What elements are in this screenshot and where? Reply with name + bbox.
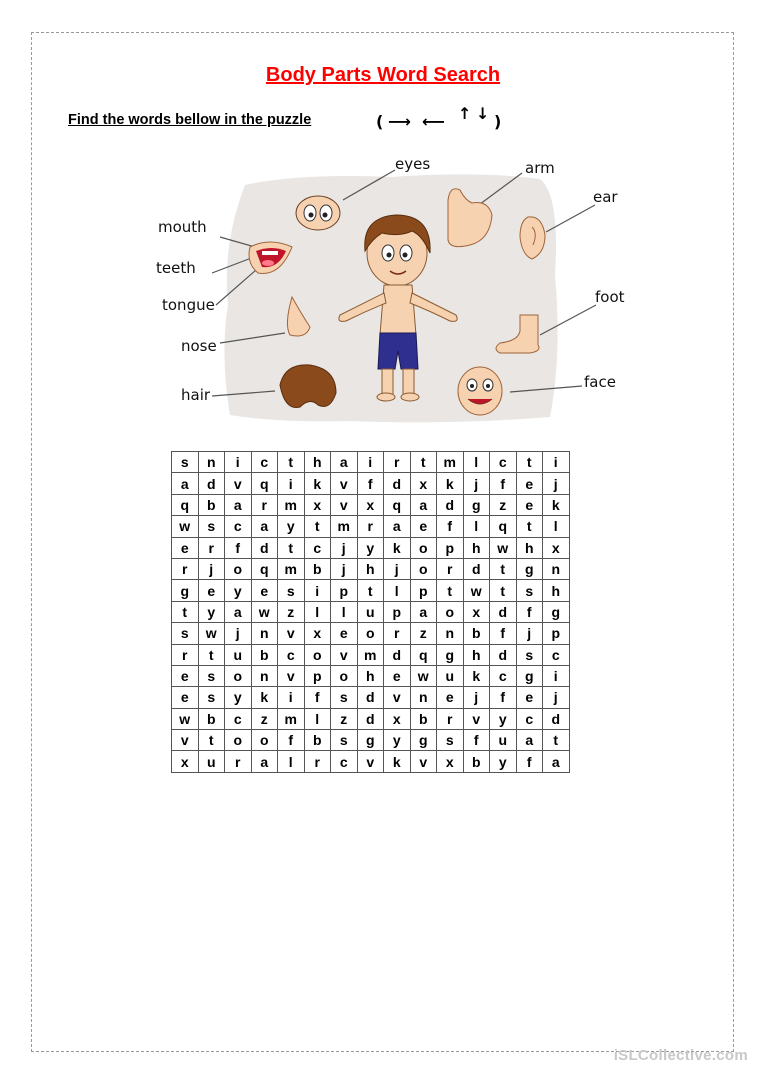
open-paren: ( xyxy=(376,112,384,131)
grid-cell[interactable]: r xyxy=(198,537,225,558)
grid-cell[interactable]: w xyxy=(251,601,278,622)
grid-cell[interactable]: x xyxy=(543,537,570,558)
grid-cell[interactable]: h xyxy=(304,452,331,473)
grid-cell[interactable]: j xyxy=(463,473,490,494)
grid-cell[interactable]: e xyxy=(516,494,543,515)
grid-cell[interactable]: t xyxy=(278,537,305,558)
grid-cell[interactable]: d xyxy=(384,473,411,494)
grid-cell[interactable]: x xyxy=(172,751,199,772)
grid-cell[interactable]: v xyxy=(357,751,384,772)
grid-cell[interactable]: a xyxy=(251,751,278,772)
grid-cell[interactable]: e xyxy=(516,687,543,708)
grid-row xyxy=(172,687,570,708)
grid-cell[interactable]: d xyxy=(251,537,278,558)
grid-cell[interactable]: r xyxy=(304,751,331,772)
grid-cell[interactable]: p xyxy=(437,537,464,558)
grid-row xyxy=(172,601,570,622)
grid-cell[interactable]: h xyxy=(463,644,490,665)
grid-cell[interactable]: j xyxy=(516,623,543,644)
grid-cell[interactable]: w xyxy=(410,665,437,686)
grid-cell[interactable]: u xyxy=(357,601,384,622)
grid-cell[interactable]: y xyxy=(278,516,305,537)
grid-cell[interactable]: f xyxy=(304,687,331,708)
grid-cell[interactable]: t xyxy=(490,558,517,579)
grid-cell[interactable]: r xyxy=(384,452,411,473)
grid-cell[interactable]: t xyxy=(516,516,543,537)
grid-row xyxy=(172,644,570,665)
grid-cell[interactable]: g xyxy=(516,665,543,686)
instruction-text: Find the words bellow in the puzzle xyxy=(68,112,312,128)
grid-cell[interactable]: g xyxy=(172,580,199,601)
grid-cell[interactable]: w xyxy=(172,708,199,729)
site-watermark: iSLCollective.com xyxy=(613,1047,748,1064)
grid-cell[interactable]: j xyxy=(225,623,252,644)
grid-cell[interactable]: v xyxy=(278,665,305,686)
grid-cell[interactable]: n xyxy=(251,665,278,686)
grid-cell[interactable]: z xyxy=(410,623,437,644)
grid-cell[interactable]: f xyxy=(516,601,543,622)
grid-cell[interactable]: q xyxy=(172,494,199,515)
grid-cell[interactable]: c xyxy=(278,644,305,665)
grid-cell[interactable]: p xyxy=(543,623,570,644)
grid-cell[interactable]: v xyxy=(225,473,252,494)
grid-cell[interactable]: a xyxy=(516,730,543,751)
grid-cell[interactable]: k xyxy=(463,665,490,686)
up-arrow-icon: ↑ xyxy=(458,104,472,123)
grid-cell[interactable]: o xyxy=(225,558,252,579)
grid-cell[interactable]: j xyxy=(384,558,411,579)
grid-cell[interactable]: c xyxy=(251,452,278,473)
grid-cell[interactable]: s xyxy=(331,730,358,751)
grid-cell[interactable]: m xyxy=(278,558,305,579)
grid-cell[interactable]: l xyxy=(331,601,358,622)
grid-cell[interactable]: a xyxy=(410,494,437,515)
grid-cell[interactable]: t xyxy=(543,730,570,751)
grid-cell[interactable]: b xyxy=(198,494,225,515)
grid-cell[interactable]: k xyxy=(384,751,411,772)
grid-cell[interactable]: c xyxy=(543,644,570,665)
grid-cell[interactable]: t xyxy=(198,730,225,751)
grid-cell[interactable]: o xyxy=(225,730,252,751)
grid-row xyxy=(172,558,570,579)
grid-cell[interactable]: g xyxy=(437,644,464,665)
grid-cell[interactable]: f xyxy=(278,730,305,751)
grid-cell[interactable]: p xyxy=(384,601,411,622)
grid-cell[interactable]: s xyxy=(437,730,464,751)
grid-cell[interactable]: s xyxy=(198,516,225,537)
down-arrow-icon: ↓ xyxy=(476,104,490,123)
grid-cell[interactable]: k xyxy=(304,473,331,494)
eyes-drawing xyxy=(296,196,340,230)
grid-cell[interactable]: o xyxy=(225,665,252,686)
grid-cell[interactable]: b xyxy=(304,730,331,751)
grid-cell[interactable]: l xyxy=(304,601,331,622)
grid-cell[interactable]: i xyxy=(278,687,305,708)
grid-cell[interactable]: i xyxy=(278,473,305,494)
grid-cell[interactable]: i xyxy=(304,580,331,601)
grid-cell[interactable]: b xyxy=(198,708,225,729)
grid-cell[interactable]: x xyxy=(437,751,464,772)
grid-cell[interactable]: x xyxy=(304,623,331,644)
label-hair: hair xyxy=(181,386,211,404)
grid-cell[interactable]: j xyxy=(463,687,490,708)
grid-cell[interactable]: n xyxy=(251,623,278,644)
grid-cell[interactable]: m xyxy=(437,452,464,473)
grid-cell[interactable]: a xyxy=(172,473,199,494)
grid-cell[interactable]: c xyxy=(331,751,358,772)
grid-cell[interactable]: o xyxy=(437,601,464,622)
grid-cell[interactable]: e xyxy=(331,623,358,644)
grid-cell[interactable]: l xyxy=(543,516,570,537)
grid-cell[interactable]: o xyxy=(410,537,437,558)
grid-cell[interactable]: b xyxy=(304,558,331,579)
grid-row xyxy=(172,494,570,515)
left-arrow-icon: ⟵ xyxy=(422,112,445,131)
grid-cell[interactable]: c xyxy=(516,708,543,729)
grid-cell[interactable]: q xyxy=(251,558,278,579)
grid-cell[interactable]: d xyxy=(490,601,517,622)
grid-cell[interactable]: a xyxy=(410,601,437,622)
grid-cell[interactable]: a xyxy=(384,516,411,537)
grid-cell[interactable]: q xyxy=(490,516,517,537)
grid-cell[interactable]: d xyxy=(463,558,490,579)
grid-row xyxy=(172,537,570,558)
grid-cell[interactable]: q xyxy=(251,473,278,494)
grid-cell[interactable]: o xyxy=(304,644,331,665)
grid-cell[interactable]: g xyxy=(516,558,543,579)
grid-cell[interactable]: s xyxy=(331,687,358,708)
grid-cell[interactable]: d xyxy=(357,708,384,729)
grid-cell[interactable]: s xyxy=(172,452,199,473)
grid-cell[interactable]: d xyxy=(384,644,411,665)
grid-cell[interactable]: x xyxy=(357,494,384,515)
grid-cell[interactable]: t xyxy=(278,452,305,473)
grid-cell[interactable]: e xyxy=(172,665,199,686)
grid-cell[interactable]: v xyxy=(410,751,437,772)
label-ear: ear xyxy=(593,188,618,206)
grid-row xyxy=(172,516,570,537)
grid-cell[interactable]: l xyxy=(384,580,411,601)
grid-cell[interactable]: o xyxy=(331,665,358,686)
label-nose: nose xyxy=(181,337,217,355)
grid-cell[interactable]: b xyxy=(410,708,437,729)
grid-cell[interactable]: c xyxy=(490,452,517,473)
grid-cell[interactable]: d xyxy=(198,473,225,494)
grid-cell[interactable]: e xyxy=(384,665,411,686)
grid-cell[interactable]: v xyxy=(331,494,358,515)
grid-cell[interactable]: z xyxy=(331,708,358,729)
worksheet-title: Body Parts Word Search xyxy=(265,64,501,86)
grid-cell[interactable]: m xyxy=(331,516,358,537)
right-arrow-icon: ⟶ xyxy=(388,112,411,131)
grid-cell[interactable]: r xyxy=(437,708,464,729)
grid-cell[interactable]: h xyxy=(543,580,570,601)
grid-cell[interactable]: n xyxy=(410,687,437,708)
grid-cell[interactable]: r xyxy=(437,558,464,579)
grid-cell[interactable]: c xyxy=(225,516,252,537)
label-eyes: eyes xyxy=(395,155,431,173)
grid-cell[interactable]: q xyxy=(410,644,437,665)
grid-cell[interactable]: e xyxy=(172,537,199,558)
grid-row xyxy=(172,708,570,729)
grid-cell[interactable]: y xyxy=(357,537,384,558)
grid-cell[interactable]: y xyxy=(225,687,252,708)
grid-cell[interactable]: e xyxy=(410,516,437,537)
grid-cell[interactable]: f xyxy=(490,623,517,644)
grid-row xyxy=(172,665,570,686)
label-arm: arm xyxy=(525,159,555,177)
label-mouth: mouth xyxy=(158,218,207,236)
grid-cell[interactable]: e xyxy=(198,580,225,601)
grid-cell[interactable]: l xyxy=(463,452,490,473)
grid-cell[interactable]: h xyxy=(516,537,543,558)
grid-cell[interactable]: x xyxy=(463,601,490,622)
grid-cell[interactable]: d xyxy=(437,494,464,515)
grid-cell[interactable]: a xyxy=(543,751,570,772)
grid-row xyxy=(172,730,570,751)
grid-cell[interactable]: t xyxy=(198,644,225,665)
grid-cell[interactable]: g xyxy=(463,494,490,515)
grid-cell[interactable]: f xyxy=(516,751,543,772)
grid-cell[interactable]: o xyxy=(357,623,384,644)
grid-cell[interactable]: k xyxy=(437,473,464,494)
grid-cell[interactable]: u xyxy=(437,665,464,686)
grid-cell[interactable]: c xyxy=(304,537,331,558)
grid-cell[interactable]: p xyxy=(331,580,358,601)
grid-cell[interactable]: k xyxy=(543,494,570,515)
grid-cell[interactable]: t xyxy=(437,580,464,601)
grid-cell[interactable]: s xyxy=(516,644,543,665)
grid-cell[interactable]: m xyxy=(278,494,305,515)
grid-cell[interactable]: e xyxy=(251,580,278,601)
grid-cell[interactable]: t xyxy=(490,580,517,601)
grid-cell[interactable]: i xyxy=(543,452,570,473)
grid-row xyxy=(172,452,570,473)
grid-cell[interactable]: i xyxy=(225,452,252,473)
grid-cell[interactable]: t xyxy=(172,601,199,622)
grid-cell[interactable]: w xyxy=(463,580,490,601)
grid-cell[interactable]: o xyxy=(251,730,278,751)
face-drawing xyxy=(458,367,502,415)
grid-cell[interactable]: i xyxy=(357,452,384,473)
grid-cell[interactable]: j xyxy=(543,473,570,494)
grid-cell[interactable]: k xyxy=(384,537,411,558)
grid-cell[interactable]: e xyxy=(516,473,543,494)
grid-cell[interactable]: s xyxy=(198,687,225,708)
grid-cell[interactable]: j xyxy=(543,687,570,708)
grid-row xyxy=(172,580,570,601)
grid-cell[interactable]: a xyxy=(225,601,252,622)
grid-cell[interactable]: d xyxy=(543,708,570,729)
grid-cell[interactable]: x xyxy=(384,708,411,729)
grid-cell[interactable]: v xyxy=(331,644,358,665)
grid-cell[interactable]: y xyxy=(490,708,517,729)
grid-cell[interactable]: f xyxy=(463,730,490,751)
grid-cell[interactable]: b xyxy=(463,751,490,772)
grid-cell[interactable]: q xyxy=(384,494,411,515)
grid-cell[interactable]: f xyxy=(225,537,252,558)
close-paren: ) xyxy=(494,112,502,131)
grid-cell[interactable]: s xyxy=(172,623,199,644)
grid-cell[interactable]: n xyxy=(437,623,464,644)
grid-cell[interactable]: y xyxy=(384,730,411,751)
grid-cell[interactable]: r xyxy=(172,558,199,579)
grid-cell[interactable]: f xyxy=(437,516,464,537)
grid-cell[interactable]: v xyxy=(384,687,411,708)
grid-cell[interactable]: r xyxy=(172,644,199,665)
grid-cell[interactable]: k xyxy=(251,687,278,708)
grid-cell[interactable]: l xyxy=(463,516,490,537)
grid-cell[interactable]: x xyxy=(410,473,437,494)
grid-cell[interactable]: e xyxy=(172,687,199,708)
grid-cell[interactable]: r xyxy=(357,516,384,537)
grid-cell[interactable]: a xyxy=(331,452,358,473)
label-tongue: tongue xyxy=(162,296,215,314)
grid-cell[interactable]: b xyxy=(463,623,490,644)
grid-cell[interactable]: y xyxy=(490,751,517,772)
grid-cell[interactable]: j xyxy=(331,537,358,558)
grid-cell[interactable]: m xyxy=(357,644,384,665)
grid-cell[interactable]: l xyxy=(278,751,305,772)
grid-cell[interactable]: i xyxy=(543,665,570,686)
grid-cell[interactable]: j xyxy=(198,558,225,579)
grid-cell[interactable]: s xyxy=(278,580,305,601)
grid-cell[interactable]: v xyxy=(331,473,358,494)
word-search-grid xyxy=(171,451,570,773)
grid-row xyxy=(172,473,570,494)
grid-cell[interactable]: f xyxy=(490,687,517,708)
grid-cell[interactable]: s xyxy=(198,665,225,686)
grid-cell[interactable]: w xyxy=(490,537,517,558)
grid-cell[interactable]: f xyxy=(357,473,384,494)
grid-cell[interactable]: z xyxy=(278,601,305,622)
grid-cell[interactable]: v xyxy=(278,623,305,644)
grid-cell[interactable]: v xyxy=(463,708,490,729)
grid-cell[interactable]: f xyxy=(490,473,517,494)
grid-cell[interactable]: a xyxy=(225,494,252,515)
body-parts-illustration xyxy=(150,155,630,425)
grid-cell[interactable]: p xyxy=(410,580,437,601)
grid-cell[interactable]: d xyxy=(357,687,384,708)
grid-cell[interactable]: c xyxy=(490,665,517,686)
label-face: face xyxy=(584,373,616,391)
grid-cell[interactable]: o xyxy=(410,558,437,579)
grid-cell[interactable]: x xyxy=(304,494,331,515)
grid-cell[interactable]: r xyxy=(225,751,252,772)
grid-cell[interactable]: j xyxy=(331,558,358,579)
grid-cell[interactable]: r xyxy=(251,494,278,515)
illustration-drawing xyxy=(150,155,630,425)
grid-cell[interactable]: t xyxy=(516,452,543,473)
grid-cell[interactable]: w xyxy=(198,623,225,644)
grid-cell[interactable]: t xyxy=(357,580,384,601)
grid-cell[interactable]: h xyxy=(357,558,384,579)
grid-cell[interactable]: w xyxy=(172,516,199,537)
grid-cell[interactable]: p xyxy=(304,665,331,686)
grid-cell[interactable]: e xyxy=(437,687,464,708)
grid-cell[interactable]: g xyxy=(410,730,437,751)
grid-cell[interactable]: h xyxy=(357,665,384,686)
grid-cell[interactable]: z xyxy=(251,708,278,729)
grid-row xyxy=(172,751,570,772)
grid-cell[interactable]: a xyxy=(251,516,278,537)
grid-cell[interactable]: y xyxy=(198,601,225,622)
grid-cell[interactable]: r xyxy=(384,623,411,644)
grid-cell[interactable]: n xyxy=(198,452,225,473)
grid-cell[interactable]: g xyxy=(357,730,384,751)
grid-cell[interactable]: g xyxy=(543,601,570,622)
grid-cell[interactable]: d xyxy=(490,644,517,665)
label-foot: foot xyxy=(595,288,625,306)
grid-cell[interactable]: u xyxy=(198,751,225,772)
grid-cell[interactable]: t xyxy=(304,516,331,537)
grid-cell[interactable]: h xyxy=(463,537,490,558)
grid-cell[interactable]: c xyxy=(225,708,252,729)
grid-cell[interactable]: z xyxy=(490,494,517,515)
label-teeth: teeth xyxy=(156,259,196,277)
grid-cell[interactable]: u xyxy=(490,730,517,751)
grid-row xyxy=(172,623,570,644)
grid-cell[interactable]: v xyxy=(172,730,199,751)
grid-cell[interactable]: s xyxy=(516,580,543,601)
grid-cell[interactable]: b xyxy=(251,644,278,665)
grid-cell[interactable]: t xyxy=(410,452,437,473)
grid-cell[interactable]: m xyxy=(278,708,305,729)
grid-cell[interactable]: y xyxy=(225,580,252,601)
grid-cell[interactable]: n xyxy=(543,558,570,579)
grid-cell[interactable]: l xyxy=(304,708,331,729)
grid-cell[interactable]: u xyxy=(225,644,252,665)
